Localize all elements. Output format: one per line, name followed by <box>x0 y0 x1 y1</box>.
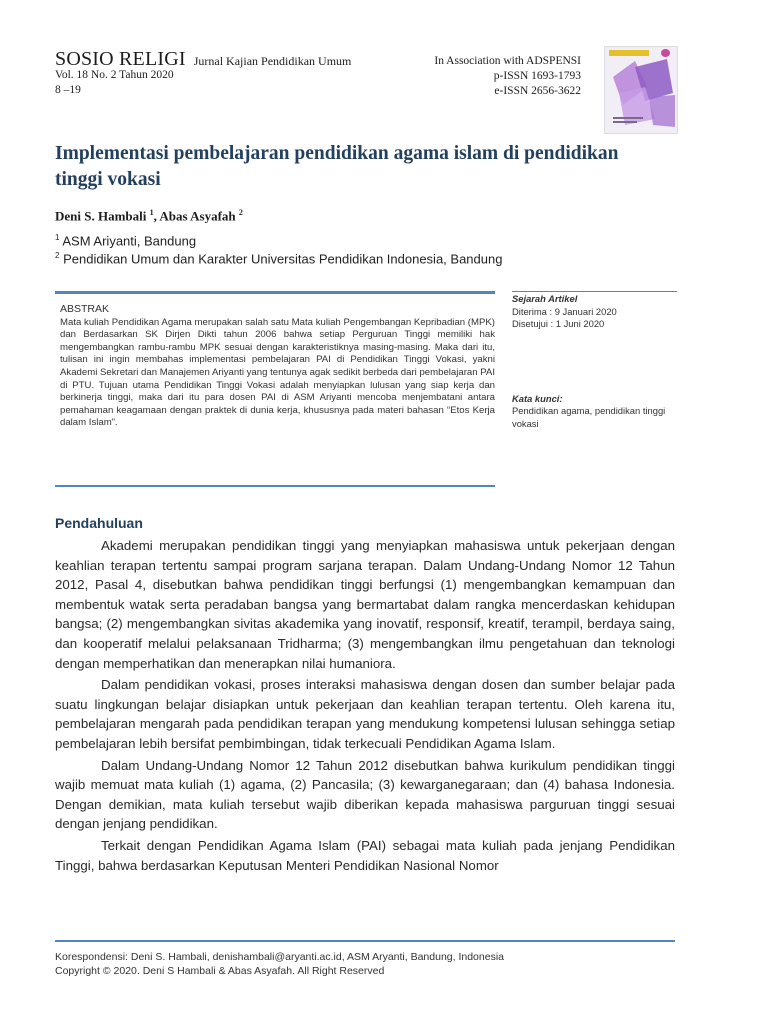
pissn-text: p-ISSN 1693-1793 <box>493 70 581 82</box>
keywords <box>512 393 677 431</box>
cover-graphic <box>605 47 677 133</box>
section-heading: Pendahuluan <box>55 515 143 531</box>
journal-cover-image <box>604 46 678 134</box>
affiliation-2 <box>55 251 502 266</box>
article-history <box>512 293 677 331</box>
affiliation-2-mark: 2 <box>55 251 60 260</box>
received-date: Diterima : 9 Januari 2020 <box>512 305 617 317</box>
history-label: Sejarah Artikel <box>512 293 578 304</box>
keywords-label: Kata kunci: <box>512 392 563 404</box>
abstract <box>60 303 495 430</box>
footer <box>55 950 504 978</box>
author-2-mark: 2 <box>238 208 243 217</box>
volume-info: Vol. 18 No. 2 Tahun 2020 <box>55 69 174 81</box>
correspondence-line: Korespondensi: Deni S. Hambali, denishambali@aryanti.ac.id, ASM Aryanti, Bandung, Indonesia <box>55 951 504 963</box>
journal-subtitle: Jurnal Kajian Pendidikan Umum <box>193 54 352 68</box>
abstract-bottom-rule <box>55 485 495 487</box>
paragraph-3: Dalam Undang-Undang Nomor 12 Tahun 2012 disebutkan bahwa kurikulum pendidikan tinggi wajib memuat mata kuliah (1) agama, (2) Pancasila; (3) kewarganegaraan; dan (4) bahasa Indonesia. Dengan demikian, mata kuliah tersebut wajib diberikan kepada mahasiswa parguruan tinggi sesuai dengan jenjang pendidikan. <box>55 757 675 832</box>
affiliation-1-mark: 1 <box>55 233 60 242</box>
paragraph-1: Akademi merupakan pendidikan tinggi yang menyiapkan mahasiswa untuk pekerjaan dengan keahlian terapan tertentu sampai program sarjana terapan. Dalam Undang-Undang Nomor 12 Tahun 2012, Pasal 4, disebutkan bahwa pendidikan tinggi berfungsi (1) mengembangkan kemampuan dan membentuk watak serta peradaban bangsa yang bermartabat dalam rangka mencerdaskan kehidupan bangsa; (2) mengembangkan sivitas akademika yang inovatif, responsif, kreatif, terampil, berdaya saing, dan kooperatif melalui pelaksanaan Tridharma; (3) mengembangkan ilmu pengetahuan dan teknologi dengan memperhatikan dan menerapkan nilai humaniora. <box>55 538 675 671</box>
copyright-line: Copyright © 2020. Deni S Hambali & Abas Asyafah. All Right Reserved <box>55 965 385 977</box>
author-1: Deni S. Hambali <box>55 208 147 224</box>
footer-rule <box>55 940 675 942</box>
paragraph-4: Terkait dengan Pendidikan Agama Islam (PAI) sebagai mata kuliah pada jenjang Pendidikan Tinggi, bahwa berdasarkan Keputusan Menteri Pendidikan Nasional Nomor <box>55 837 675 873</box>
page-range: 8 –19 <box>55 84 81 96</box>
authors: Deni S. Hambali $^1$, Abas Asyafah $^2$ <box>55 208 243 224</box>
paragraph-2: Dalam pendidikan vokasi, proses interaksi mahasiswa dengan dosen dan sumber belajar pada suatu lingkungan belajar disiapkan untuk pekerjaan dan keahlian terapan tertentu. Oleh karena itu, pembelajaran mengarah pada pendidikan terapan yang mendukung kompetensi lulusan sehingga setiap pembelajaran lebih bersifat pembimbingan, tidak terkecuali Pendidikan Agama Islam. <box>55 677 675 751</box>
approved-date: Disetujui : 1 Juni 2020 <box>512 318 605 329</box>
abstract-top-rule <box>55 291 495 294</box>
affiliation-2-text: Pendidikan Umum dan Karakter Universitas Pendidikan Indonesia, Bandung <box>63 251 503 267</box>
author-2: Abas Asyafah <box>159 208 236 224</box>
association-info <box>400 54 581 99</box>
abstract-text: Mata kuliah Pendidikan Agama merupakan salah satu Mata kuliah Pengembangan Kepribadian (MPK) dan Berdasarkan SK Dirjen Dikti tahun 2006 bahwa setiap Perguruan Tinggi memiliki hak mengembangkan rambu-rambu MPK sesuai dengan karakteristiknya masing-masing. Maka dari itu, tulisan ini ingin membahas implementasi pembelajaran PAI di Pendidikan Tinggi Vokasi, yakni Akademi Sekretari dan Manajemen Ariyanti yang tentunya agak sedikit berbeda dari pembelajaran PAI di PTU. Tujuan utama Pendidikan Tinggi Vokasi adalah menyiapkan lulusan yang siap kerja dan berkinerja tinggi, maka dari itu para dosen PAI di ASM Ariyanti mencoba menjembatani antara pemahaman keagamaan dengan praktek di dunia kerja, khususnya pada materi bahasan “Etos Kerja dalam Islam”. <box>60 316 495 429</box>
association-text: In Association with ADSPENSI <box>434 55 581 67</box>
article-info-sidebar <box>512 291 677 430</box>
journal-name <box>55 48 351 71</box>
affiliation-1 <box>55 233 196 248</box>
article-title: Implementasi pembelajaran pendidikan agama islam di pendidikan tinggi vokasi <box>55 143 619 190</box>
affiliation-1-text: ASM Ariyanti, Bandung <box>62 233 197 249</box>
eissn-text: e-ISSN 2656-3622 <box>494 85 581 97</box>
abstract-label: ABSTRAK <box>60 303 110 315</box>
journal-title: SOSIO RELIGI <box>55 48 186 70</box>
body-text <box>55 536 675 877</box>
author-1-mark: 1 <box>149 208 154 217</box>
keywords-text: Pendidikan agama, pendidikan tinggi vokasi <box>512 405 666 429</box>
